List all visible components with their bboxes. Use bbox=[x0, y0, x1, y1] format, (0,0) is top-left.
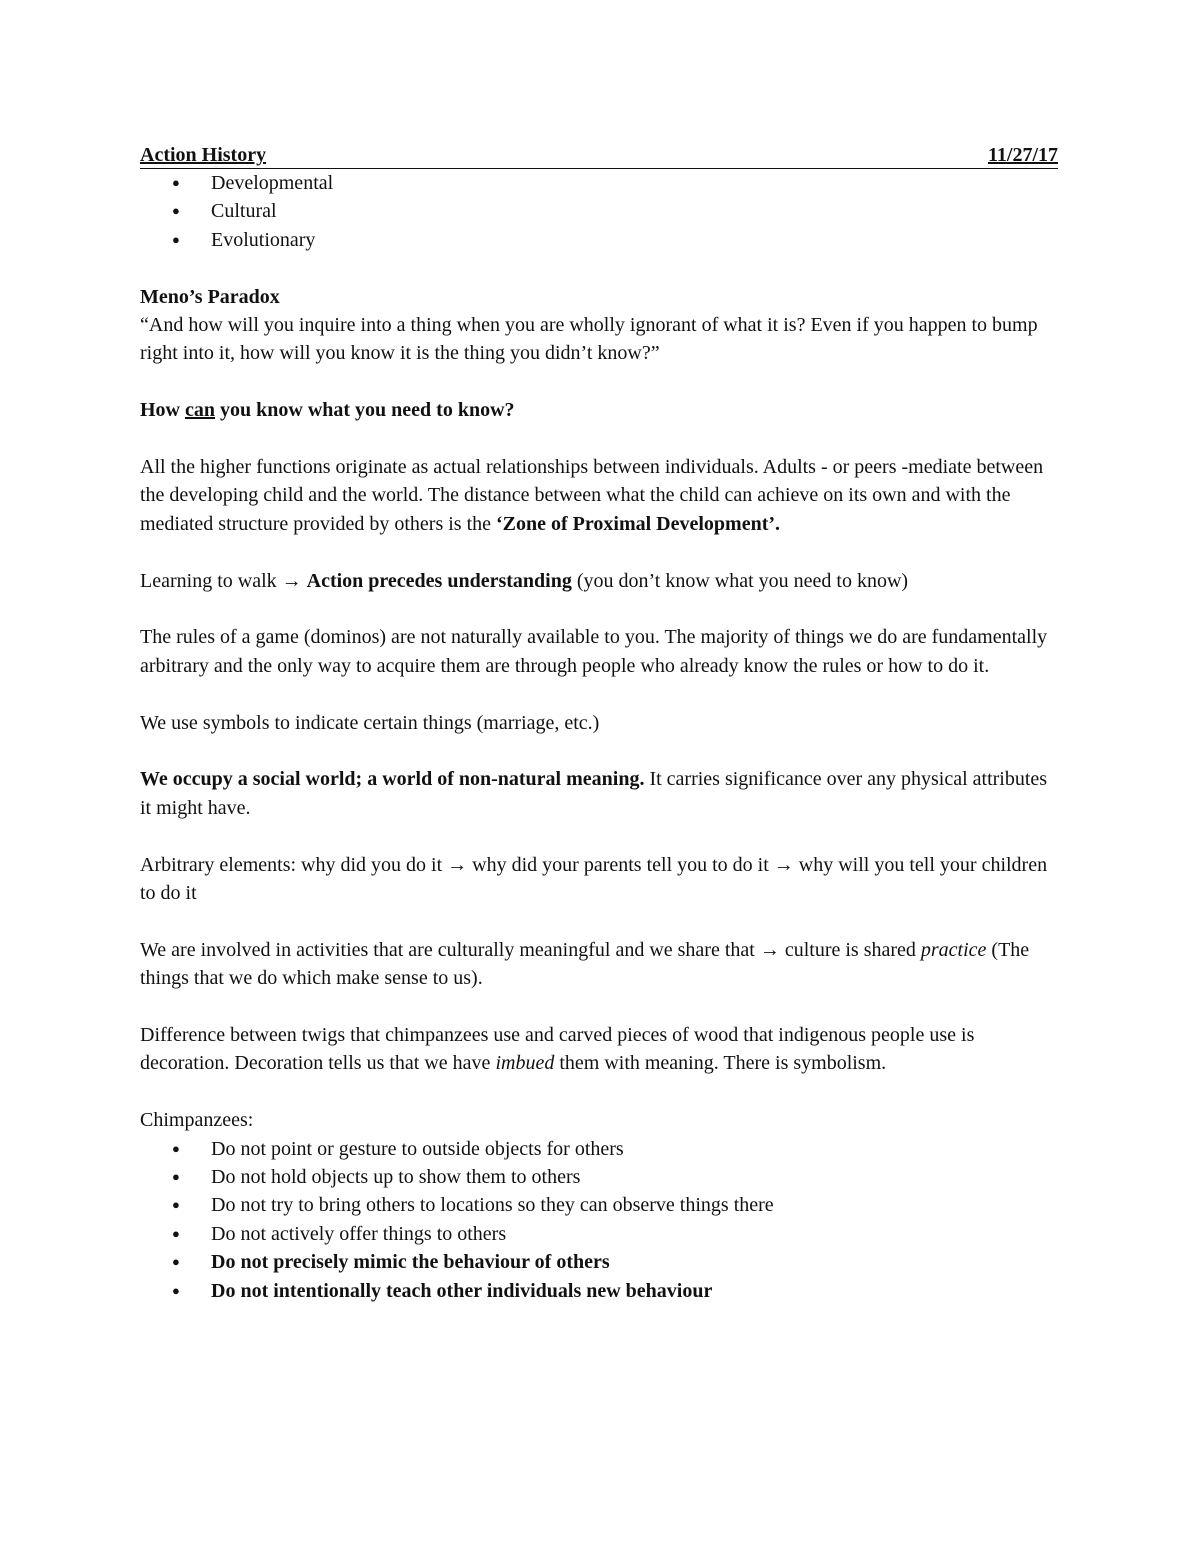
list-item: ● Evolutionary bbox=[172, 226, 1058, 254]
list-item: ● Do not point or gesture to outside objects for others bbox=[172, 1135, 1058, 1163]
document-date: 11/27/17 bbox=[987, 144, 1058, 166]
arbitrary-paragraph: Arbitrary elements: why did you do it → why did your parents tell you to do it → why will you tell your children to do it bbox=[140, 853, 1048, 905]
list-item: ● Do not try to bring others to locations so they can observe things there bbox=[172, 1191, 1058, 1219]
history-types-list bbox=[140, 169, 1058, 254]
walk-paragraph: Learning to walk → Action precedes understanding (you don’t know what you need to know) bbox=[140, 569, 909, 592]
meno-quote: “And how will you inquire into a thing when you are wholly ignorant of what it is? Even if you happen to bump right into it, how will you know it is the thing you didn’t know?” bbox=[140, 314, 1038, 365]
list-item: ● Do not hold objects up to show them to others bbox=[172, 1163, 1058, 1191]
header-line bbox=[140, 138, 1058, 169]
chimps-heading: Chimpanzees: bbox=[140, 1109, 254, 1132]
zpd-paragraph: All the higher functions originate as actual relationships between individuals. Adults - or peers -mediate between the developing child and the world. The distance between what the child can achieve on its own and with the mediated structure provided by others is the ‘Zone of Proximal Development’. bbox=[140, 456, 1044, 535]
document-title: Action History bbox=[140, 144, 267, 166]
meno-heading: Meno’s Paradox bbox=[140, 285, 280, 308]
decoration-paragraph: Difference between twigs that chimpanzees use and carved pieces of wood that indigenous people use is decoration. Decoration tells us that we have imbued them with meaning. There is symbolism. bbox=[140, 1024, 975, 1075]
chimps-list bbox=[140, 1135, 1058, 1305]
key-question: How can you know what you need to know? bbox=[140, 399, 515, 422]
list-item: ● Do not intentionally teach other individuals new behaviour bbox=[172, 1277, 1058, 1305]
list-item: ● Developmental bbox=[172, 169, 1058, 197]
symbols-paragraph: We use symbols to indicate certain things (marriage, etc.) bbox=[140, 711, 600, 734]
list-item: ● Cultural bbox=[172, 197, 1058, 225]
list-item: ● Do not actively offer things to others bbox=[172, 1220, 1058, 1248]
culture-paragraph: We are involved in activities that are culturally meaningful and we share that → culture is shared practice (The things that we do which make sense to us). bbox=[140, 938, 1030, 990]
list-item: ● Do not precisely mimic the behaviour of others bbox=[172, 1248, 1058, 1276]
social-paragraph: We occupy a social world; a world of non-natural meaning. It carries significance over any physical attributes it might have. bbox=[140, 768, 1048, 819]
document-page bbox=[140, 138, 1058, 1305]
rules-paragraph: The rules of a game (dominos) are not naturally available to you. The majority of things we do are fundamentally arbitrary and the only way to acquire them are through people who already know the rules or how to do it. bbox=[140, 626, 1048, 677]
